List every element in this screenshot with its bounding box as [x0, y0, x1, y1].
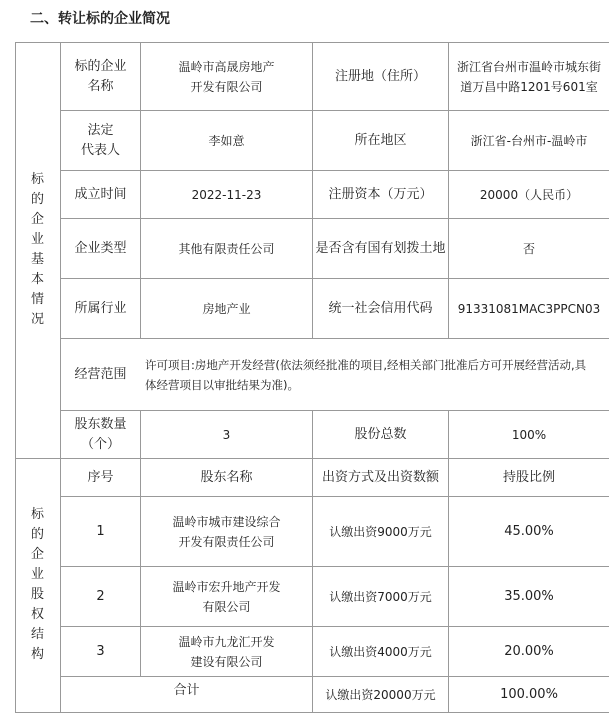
shareholder-row-2-ratio: 35.00% [504, 588, 554, 604]
shareholder-row-1-no: 1 [96, 523, 105, 539]
founded-label: 成立时间 [74, 186, 127, 202]
shareholder-row-3-ratio: 20.00% [504, 643, 554, 659]
shareholder-row-1-contribution: 认缴出资9000万元 [329, 524, 432, 539]
type-value: 其他有限责任公司 [178, 241, 275, 256]
industry-value: 房地产业 [202, 301, 251, 316]
header-ratio: 持股比例 [502, 469, 555, 485]
address-value: 浙江省台州市温岭市城东街 道万昌中路1201号601室 [456, 59, 601, 94]
header-no: 序号 [87, 469, 114, 485]
company-name-value: 温岭市高晟房地产 开发有限公司 [178, 59, 275, 94]
section-title: 二、转让标的企业简况 [30, 11, 170, 27]
shareholder-row-3-contribution: 认缴出资4000万元 [329, 644, 432, 659]
basic-info-group-label: 标 的 企 业 基 本 情 况 [30, 172, 44, 327]
company-name-label: 标的企业 名称 [74, 58, 127, 94]
header-shareholder-name: 股东名称 [200, 469, 253, 485]
legal-rep-label: 法定 代表人 [80, 122, 120, 158]
total-label: 合计 [173, 682, 200, 698]
address-label: 注册地（住所） [334, 68, 426, 84]
state-land-label: 是否含有国有划拨土地 [315, 240, 446, 256]
scope-label: 经营范围 [74, 366, 127, 382]
industry-label: 所属行业 [74, 300, 127, 316]
total-shares-label: 股份总数 [354, 426, 407, 442]
total-contribution: 认缴出资20000万元 [325, 687, 436, 702]
equity-group-label: 标 的 企 业 股 权 结 构 [30, 507, 44, 662]
total-ratio: 100.00% [500, 686, 558, 702]
shareholder-row-2-name: 温岭市宏升地产开发 有限公司 [172, 579, 281, 614]
credit-code-label: 统一社会信用代码 [328, 300, 433, 316]
shareholder-count-label: 股东数量 （个） [74, 416, 127, 452]
shareholder-row-3-no: 3 [96, 643, 105, 659]
total-shares-value: 100% [511, 427, 547, 442]
legal-rep-value: 李如意 [208, 133, 245, 148]
capital-value: 20000（人民币） [479, 187, 579, 202]
shareholder-row-3-name: 温岭市九龙汇开发 建设有限公司 [178, 634, 275, 669]
state-land-value: 否 [522, 241, 535, 256]
shareholder-count-value: 3 [222, 427, 231, 442]
header-contribution: 出资方式及出资数额 [321, 469, 439, 485]
shareholder-row-2-no: 2 [96, 588, 105, 604]
region-label: 所在地区 [354, 132, 407, 148]
region-value: 浙江省-台州市-温岭市 [470, 133, 588, 148]
shareholder-row-1-ratio: 45.00% [504, 523, 554, 539]
credit-code-value: 91331081MAC3PPCN03 [457, 301, 601, 316]
founded-value: 2022-11-23 [191, 187, 262, 202]
capital-label: 注册资本（万元） [328, 186, 433, 202]
shareholder-row-1-name: 温岭市城市建设综合 开发有限责任公司 [172, 514, 281, 549]
scope-value: 许可项目:房地产开发经营(依法须经批准的项目,经相关部门批准后方可开展经营活动,具 体经营项目以审批结果为准)。 [145, 357, 587, 392]
shareholder-row-2-contribution: 认缴出资7000万元 [329, 589, 432, 604]
type-label: 企业类型 [74, 240, 127, 256]
